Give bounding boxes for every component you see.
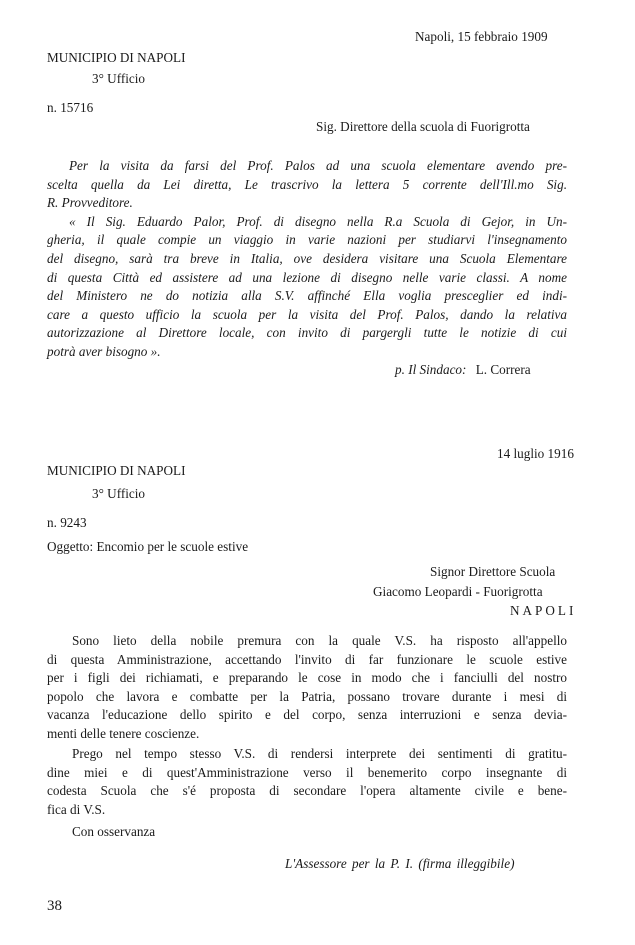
letter2-closing: Con osservanza	[72, 824, 156, 839]
body-line: « Il Sig. Eduardo Palor, Prof. di disegno nella R.a Scuola di Gejor, in Un-	[69, 213, 567, 229]
body-line: potrà aver bisogno ».	[47, 343, 161, 359]
body-line: R. Provveditore.	[47, 195, 133, 211]
body-line: menti delle tenere coscienze.	[47, 725, 200, 741]
body-line: codesta Scuola che s'é proposta di secondare l'opera altamente civile e bene-	[47, 783, 567, 799]
body-line: care a questo ufficio la scuola per la visita del Prof. Palos, dando la relativa	[47, 306, 567, 322]
body-line: Prego nel tempo stesso V.S. di rendersi interprete dei sentimenti di gratitu-	[72, 746, 567, 761]
letter2-subject: Oggetto: Encomio per le scuole estive	[47, 539, 249, 554]
letter1-body	[47, 157, 567, 362]
body-line: fica di V.S.	[47, 801, 106, 817]
letter1-office-name: MUNICIPIO DI NAPOLI	[47, 50, 186, 65]
body-line: del disegno, sarà tra breve in Italia, ove desidera visitare una Scuola Elementare	[47, 250, 567, 266]
letter1-protocol-number: n. 15716	[47, 100, 94, 115]
letter1-addressee: Sig. Direttore della scuola di Fuorigrotta	[316, 119, 530, 134]
body-line: per i figli dei richiamati, e preparando le cose in modo che i fanciulli del nostro	[47, 670, 567, 686]
letter2-signature: L'Assessore per la P. I. (firma illeggibile)	[285, 856, 515, 871]
addressee-line: Giacomo Leopardi - Fuorigrotta	[373, 584, 543, 599]
body-line: dine miei e di quest'Amministrazione verso il benemerito corpo insegnante di	[47, 764, 567, 780]
body-line: del Ministero ne do notizia alla S.V. affinché Ella voglia presceglier ed indi-	[47, 288, 567, 304]
signature-name: L. Correra	[475, 362, 531, 377]
signature-label: p. Il Sindaco:	[395, 362, 467, 377]
body-line: Sono lieto della nobile premura con la quale V.S. ha risposto all'appello	[72, 633, 567, 648]
body-line: di questa Amministrazione, accettando l'invito di far funzionare le scuole estive	[47, 651, 567, 667]
letter2-office-dept: 3° Ufficio	[92, 486, 146, 501]
letter2-office-name: MUNICIPIO DI NAPOLI	[47, 463, 186, 478]
body-line: Per la visita da farsi del Prof. Palos ad una scuola elementare avendo pre-	[69, 158, 567, 173]
body-line: vacanza l'educazione dello spirito e del corpo, senza interruzioni e senza devia-	[47, 707, 567, 723]
letter1-signature	[395, 362, 531, 378]
body-line: popolo che lavora e combatte per la Patria, possano trovare durante i mesi di	[47, 688, 567, 704]
letter2-paragraph-1	[47, 632, 567, 744]
body-line: gheria, il quale compie un viaggio in varie nazioni per studiarvi l'insegnamento	[47, 232, 567, 248]
letter1-office-dept: 3° Ufficio	[92, 71, 146, 86]
letter2-paragraph-2	[47, 745, 567, 819]
letter1-date: Napoli, 15 febbraio 1909	[415, 29, 548, 44]
body-line: autorizzazione al Direttore locale, con invito di pargergli tutte le notizie di cui	[47, 325, 567, 341]
page-number: 38	[47, 898, 62, 914]
letter2-protocol-number: n. 9243	[47, 515, 87, 530]
body-line: scelta quella da Lei diretta, Le trascrivo la lettera 5 corrente dell'Ill.mo Sig.	[47, 176, 567, 192]
addressee-city: NAPOLI	[510, 603, 577, 618]
body-line: di questa Città ed assistere ad una lezione di disegno nelle varie classi. A nome	[47, 269, 567, 285]
addressee-line: Signor Direttore Scuola	[430, 564, 556, 579]
letter2-date: 14 luglio 1916	[497, 446, 574, 461]
